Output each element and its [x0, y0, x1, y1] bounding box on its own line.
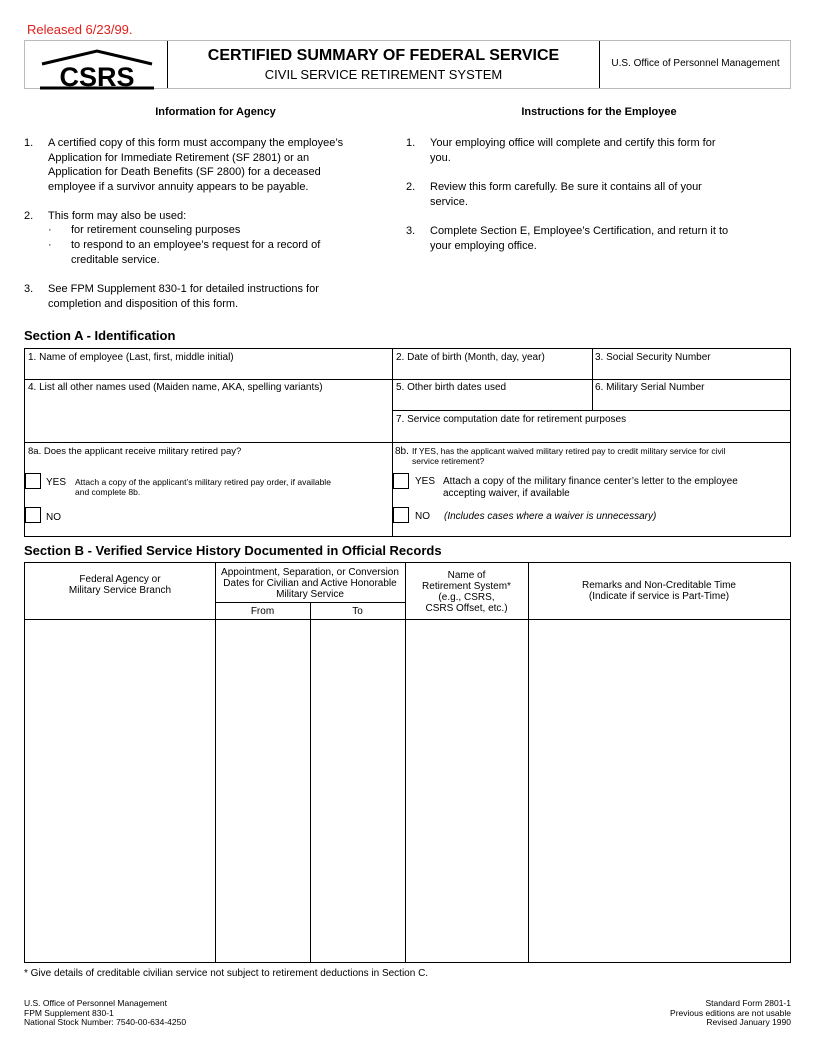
8a-yes-checkbox[interactable] — [25, 473, 41, 489]
8b-number: 8b. — [395, 446, 409, 457]
agency-bullet-2: to respond to an employee’s request for a record of creditable service. — [71, 239, 321, 266]
form-title: CERTIFIED SUMMARY OF FEDERAL SERVICE — [207, 47, 560, 64]
employee-item-2: Review this form carefully. Be sure it contains all of your service. — [430, 181, 702, 208]
employee-info-list — [406, 136, 791, 266]
bullet: · — [48, 239, 52, 251]
section-b-title: Section B - Verified Service History Documented in Official Records — [24, 543, 442, 558]
form-subtitle: CIVIL SERVICE RETIREMENT SYSTEM — [264, 67, 503, 82]
8a-yes-note: Attach a copy of the applicant’s military retired pay order, if available and complete 8b. — [75, 477, 331, 497]
footer-left: U.S. Office of Personnel Management FPM Supplement 830-1 National Stock Number: 7540-00-634-4250 — [24, 998, 187, 1028]
8b-no-note: (Includes cases where a waiver is unnecessary) — [444, 511, 657, 522]
employee-item-1: Your employing office will complete and certify this form for you. — [430, 137, 716, 164]
retirement-system-header: Name of Retirement System* (e.g., CSRS, CSRS Offset, etc.) — [422, 570, 511, 614]
retirement-system-entry-area[interactable] — [406, 620, 528, 962]
agency-info-heading: Information for Agency — [155, 106, 276, 118]
item-number: 2. — [406, 181, 416, 193]
employee-name-field[interactable]: 1. Name of employee (Last, first, middle initial) — [28, 352, 234, 363]
agency-item-1: A certified copy of this form must accompany the employee’s Application for Immediate Retirement (SF 2801) or an Application for Death Benefits (SF 2800) for a deceased employee if a survivor annuity appears to be payable. — [48, 137, 344, 193]
item-number: 2. — [24, 210, 34, 222]
date-of-birth-field[interactable]: 2. Date of birth (Month, day, year) — [396, 352, 545, 363]
section-a-grid — [24, 348, 791, 537]
bullet: · — [48, 224, 52, 236]
8b-yes-checkbox[interactable] — [393, 473, 409, 489]
military-retired-pay-question: 8a. Does the applicant receive military retired pay? — [28, 446, 242, 457]
8b-no-label: NO — [415, 511, 430, 522]
section-a-title: Section A - Identification — [24, 328, 176, 343]
service-dates-header: Appointment, Separation, or Conversion Dates for Civilian and Active Honorable Military Service — [221, 567, 399, 600]
agency-name: U.S. Office of Personnel Management — [611, 58, 780, 69]
agency-item-2: This form may also be used: — [48, 210, 187, 222]
8a-no-label: NO — [46, 512, 61, 523]
from-header: From — [250, 606, 275, 617]
8b-no-checkbox[interactable] — [393, 507, 409, 523]
employee-info-heading: Instructions for the Employee — [521, 106, 677, 118]
service-history-table — [24, 562, 791, 963]
item-number: 1. — [406, 137, 416, 149]
agency-entry-area[interactable] — [25, 620, 215, 962]
item-number: 3. — [24, 283, 34, 295]
released-stamp: Released 6/23/99. — [27, 22, 133, 37]
agency-branch-header: Federal Agency or Military Service Branch — [68, 574, 172, 596]
8a-no-checkbox[interactable] — [25, 507, 41, 523]
8a-yes-label: YES — [46, 477, 67, 488]
to-header: To — [352, 606, 363, 617]
employee-item-3: Complete Section E, Employee’s Certification, and return it to your employing office. — [430, 225, 729, 252]
item-number: 3. — [406, 225, 416, 237]
agency-bullet-1: for retirement counseling purposes — [71, 224, 241, 236]
agency-item-3: See FPM Supplement 830-1 for detailed instructions for completion and disposition of this form. — [48, 283, 319, 310]
csrs-logo — [38, 48, 156, 90]
to-date-entry-area[interactable] — [311, 620, 405, 962]
waiver-question: If YES, has the applicant waived military retired pay to credit military service for civil service retirement? — [412, 446, 726, 466]
remarks-entry-area[interactable] — [529, 620, 790, 962]
8b-yes-note: Attach a copy of the military finance center’s letter to the employee accepting waiver, if available — [443, 476, 738, 499]
ssn-field[interactable]: 3. Social Security Number — [595, 352, 711, 363]
remarks-header: Remarks and Non-Creditable Time (Indicate if service is Part-Time) — [582, 580, 736, 602]
logo-text: CSRS — [59, 62, 135, 90]
agency-info-list — [24, 136, 394, 316]
military-serial-field[interactable]: 6. Military Serial Number — [595, 382, 705, 393]
footer-right: Standard Form 2801-1 Previous editions are not usable Revised January 1990 — [670, 998, 791, 1028]
other-names-field[interactable]: 4. List all other names used (Maiden name, AKA, spelling variants) — [28, 382, 323, 393]
from-date-entry-area[interactable] — [216, 620, 310, 962]
8b-yes-label: YES — [415, 476, 436, 487]
service-computation-date-field[interactable]: 7. Service computation date for retirement purposes — [396, 414, 627, 425]
item-number: 1. — [24, 137, 34, 149]
other-birth-dates-field[interactable]: 5. Other birth dates used — [396, 382, 507, 393]
section-b-footnote: * Give details of creditable civilian service not subject to retirement deductions in Section C. — [24, 968, 429, 979]
